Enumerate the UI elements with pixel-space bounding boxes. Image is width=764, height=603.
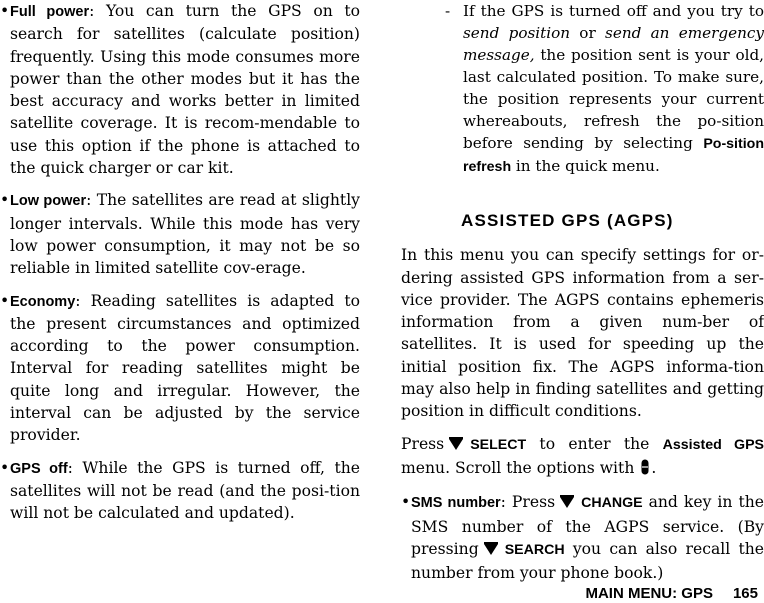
item-description: : You can turn the GPS on to search for satellites (calculate position) frequently. Using this mode consumes more power than the other modes but it has the best accuracy and works better in limited satellite coverage. It is recom-mendable to use this option if the phone is attached to the quick charger or car kit. [10,2,360,178]
instruction-text: menu. Scroll the options with [401,458,640,477]
softkey-icon [559,493,575,515]
item-term: SMS number [411,495,501,512]
left-column [0,0,360,535]
list-item-text [10,290,360,447]
note-text-part: in the quick menu. [511,157,660,175]
item-description: : Reading satellites is adapted to the present circumstances and optimized according to the power consumption. Interval for reading satellites might be quite long and irregular. However, the interval can be adjusted by the service provider. [10,291,360,445]
item-description: : While the GPS is turned off, the satellites will not be read (and the posi-tion will not be calculated and updated). [10,458,360,523]
note-emphasis: send position [463,24,570,42]
list-item-text [10,189,360,279]
softkey-icon [483,540,499,562]
note-text [463,0,764,178]
note-text-part: the position sent is your old, last calculated position. To make sure, the position represents your current whereabouts, refresh the po-sition before sending by selecting [463,46,764,152]
bullet-icon: • [401,493,411,512]
item-term: GPS off [10,460,68,477]
menu-option-name: Po-sition refresh [463,136,764,175]
press-instruction [401,433,764,482]
list-item [401,491,764,584]
instruction-text: . [651,458,657,477]
softkey-label: CHANGE [581,495,643,512]
list-item [0,0,360,179]
bullet-icon: • [0,458,10,477]
page-number: 165 [732,585,758,602]
list-item [0,457,360,525]
menu-name: Assisted GPS [662,436,764,453]
section-title: MAIN MENU: GPS [585,585,713,602]
item-description: you can also recall the number from your phone book.) [411,539,764,583]
list-item [0,290,360,447]
list-item-text [10,457,360,525]
item-description: and key in the SMS number of the AGPS service. (By pressing [411,493,764,558]
list-item [0,189,360,279]
softkey-icon [448,435,464,457]
bullet-icon: • [0,2,10,20]
bullet-icon: • [0,191,10,210]
page-footer [585,585,758,602]
scroll-key-icon [641,459,649,481]
item-term: Economy [10,293,76,310]
note-text-part: or [570,24,606,42]
instruction-text: Press [401,434,445,453]
list-item-text [411,491,764,584]
note-dash: - [445,2,451,20]
instruction-text: to enter the [526,434,663,453]
softkey-label: SEARCH [504,541,565,558]
section-heading: ASSISTED GPS (AGPS) [461,211,674,230]
softkey-label: SELECT [470,436,527,453]
gps-off-note [401,0,764,178]
item-term: Low power [10,193,87,210]
item-description: : The satellites are read at slightly longer intervals. While this mode has very low power consumption, it may not be so reliable in limited satellite cov-erage. [10,191,360,278]
note-emphasis: send an emergency message, [463,24,764,64]
note-text-part: If the GPS is turned off and you try to [463,2,764,20]
intro-paragraph: In this menu you can specify settings for or-dering assisted GPS information from a ser-vice provider. The AGPS contains ephemeris information from a given num-ber of satellites. It is used for speeding up the initial position fix. The AGPS informa-tion may also help in finding satellites and getting position in difficult conditions. [401,246,764,421]
right-column [401,0,764,594]
list-item-text [10,0,360,179]
item-term: Full power [10,4,90,20]
bullet-icon: • [0,291,10,310]
item-description: : Press [500,493,556,512]
